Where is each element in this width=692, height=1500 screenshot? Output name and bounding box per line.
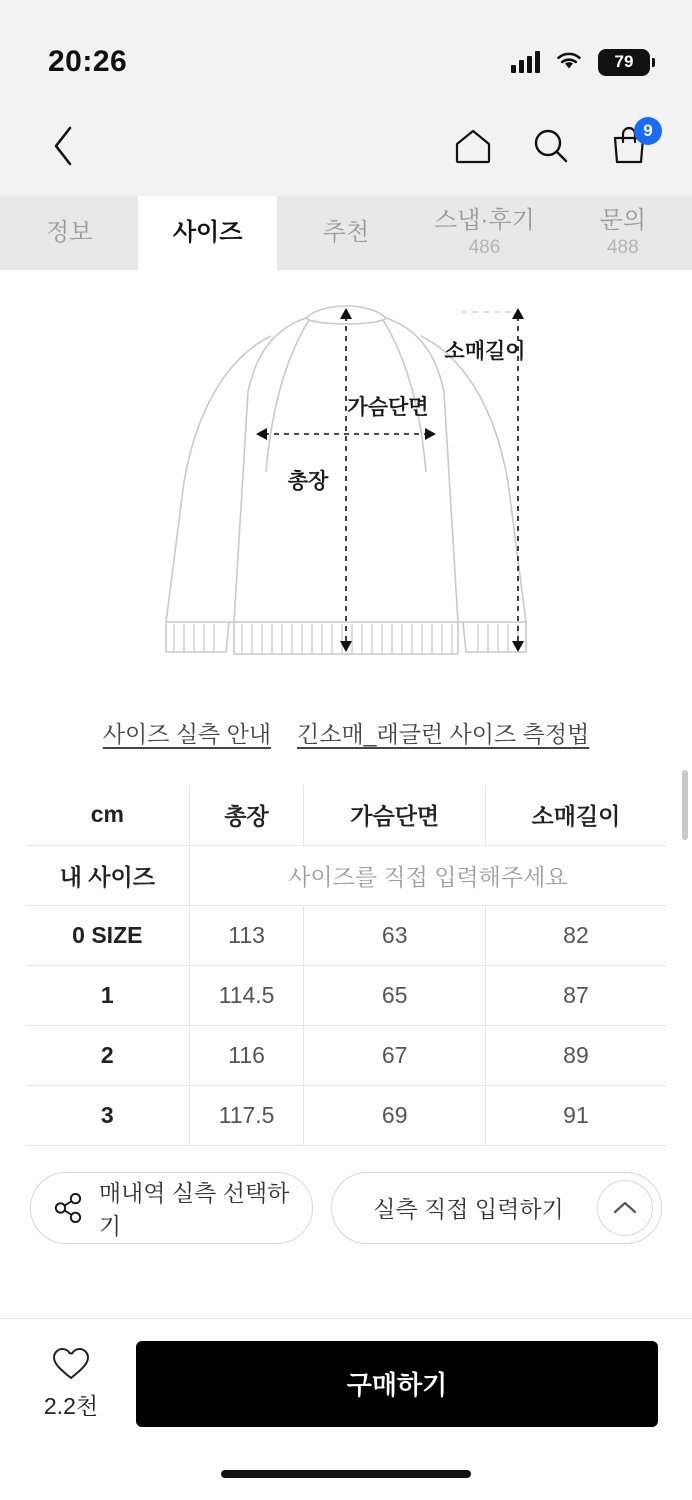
table-row xyxy=(26,1025,666,1085)
input-measurement-label: 실측 직접 입력하기 xyxy=(373,1196,564,1222)
cell-chest-width: 63 xyxy=(304,905,485,965)
tab-label: 문의 xyxy=(599,207,647,235)
tab-count: 486 xyxy=(468,236,501,258)
scrollbar[interactable] xyxy=(682,770,688,840)
row-size-label: 3 xyxy=(26,1085,189,1145)
search-icon xyxy=(530,125,572,167)
header-total-length: 총장 xyxy=(189,785,304,845)
header-unit: cm xyxy=(26,785,189,845)
tab-recommend[interactable] xyxy=(277,196,415,270)
my-size-input[interactable]: 사이즈를 직접 입력해주세요 xyxy=(189,845,666,905)
cell-chest-width: 69 xyxy=(304,1085,485,1145)
cell-total-length: 117.5 xyxy=(189,1085,304,1145)
cellular-signal-icon xyxy=(511,51,540,73)
wifi-icon xyxy=(554,49,584,76)
cell-sleeve-length: 91 xyxy=(485,1085,666,1145)
tab-label: 사이즈 xyxy=(172,219,243,247)
size-tab-content xyxy=(0,270,692,1318)
my-size-row[interactable] xyxy=(26,845,666,905)
collapse-button[interactable] xyxy=(597,1180,653,1236)
size-guide-link[interactable]: 사이즈 실측 안내 xyxy=(102,721,272,747)
like-count: 2.2천 xyxy=(43,1393,99,1419)
garment-diagram xyxy=(0,270,692,702)
measurement-actions xyxy=(0,1146,692,1244)
status-indicators xyxy=(511,49,650,76)
home-indicator-bar[interactable] xyxy=(221,1470,471,1478)
measurement-method-link[interactable]: 긴소매_래글런 사이즈 측정법 xyxy=(297,721,590,747)
cell-chest-width: 65 xyxy=(304,965,485,1025)
header-chest-width: 가슴단면 xyxy=(304,785,485,845)
bottom-action-bar xyxy=(0,1318,692,1448)
battery-icon xyxy=(598,49,650,76)
cell-total-length: 114.5 xyxy=(189,965,304,1025)
cell-total-length: 113 xyxy=(189,905,304,965)
back-chevron-icon xyxy=(50,124,76,168)
tab-label: 추천 xyxy=(322,219,370,247)
battery-level: 79 xyxy=(614,52,634,71)
chest-width-label: 가슴단면 xyxy=(347,396,429,419)
table-header-row xyxy=(26,785,666,845)
row-size-label: 0 SIZE xyxy=(26,905,189,965)
cell-total-length: 116 xyxy=(189,1025,304,1085)
tab-count: 488 xyxy=(606,236,639,258)
table-row xyxy=(26,905,666,965)
cell-sleeve-length: 89 xyxy=(485,1025,666,1085)
like-button[interactable] xyxy=(34,1346,108,1421)
tab-info[interactable] xyxy=(0,196,138,270)
nav-left xyxy=(40,123,86,169)
status-time: 20:26 xyxy=(48,45,128,78)
my-size-label: 내 사이즈 xyxy=(26,845,189,905)
home-icon xyxy=(452,125,494,167)
search-button[interactable] xyxy=(528,123,574,169)
cell-sleeve-length: 87 xyxy=(485,965,666,1025)
input-measurement-button[interactable] xyxy=(331,1172,662,1244)
select-measurement-button[interactable] xyxy=(30,1172,313,1244)
back-button[interactable] xyxy=(40,123,86,169)
guide-links xyxy=(0,716,692,749)
row-size-label: 2 xyxy=(26,1025,189,1085)
nav-right xyxy=(450,123,652,169)
home-indicator xyxy=(0,1448,692,1500)
select-measurement-label: 매내역 실측 선택하기 xyxy=(98,1179,290,1239)
tab-snap-review[interactable] xyxy=(415,196,553,270)
nav-bar xyxy=(0,96,692,196)
row-size-label: 1 xyxy=(26,965,189,1025)
sleeve-length-label: 소매길이 xyxy=(444,340,526,363)
tab-label: 정보 xyxy=(46,219,93,247)
status-bar xyxy=(0,0,692,96)
tab-size[interactable] xyxy=(138,196,276,270)
buy-button[interactable]: 구매하기 xyxy=(136,1341,658,1427)
home-button[interactable] xyxy=(450,123,496,169)
heart-icon xyxy=(51,1346,91,1382)
header-sleeve-length: 소매길이 xyxy=(485,785,666,845)
chevron-up-icon xyxy=(612,1199,638,1217)
cell-sleeve-length: 82 xyxy=(485,905,666,965)
table-row xyxy=(26,965,666,1025)
tab-label: 스냅·후기 xyxy=(434,207,535,235)
size-table xyxy=(26,785,666,1146)
total-length-label: 총장 xyxy=(287,470,329,493)
tab-inquiry[interactable] xyxy=(554,196,692,270)
sweatshirt-illustration xyxy=(66,292,626,692)
tab-bar xyxy=(0,196,692,270)
table-row xyxy=(26,1085,666,1145)
cart-badge: 9 xyxy=(634,117,662,145)
cell-chest-width: 67 xyxy=(304,1025,485,1085)
share-nodes-icon xyxy=(53,1191,85,1225)
cart-button[interactable] xyxy=(606,123,652,169)
